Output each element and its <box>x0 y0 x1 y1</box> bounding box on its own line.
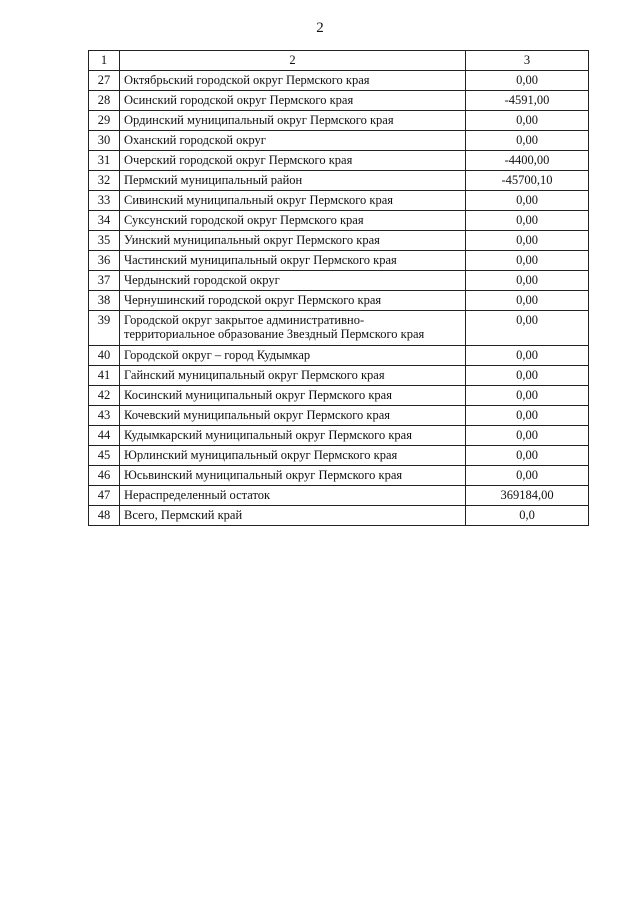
row-number: 29 <box>89 111 120 131</box>
row-name <box>120 386 466 406</box>
row-value: 0,00 <box>466 191 589 211</box>
header-row <box>89 51 589 71</box>
row-number: 30 <box>89 131 120 151</box>
table-row <box>89 151 589 171</box>
table-row <box>89 311 589 346</box>
table-row <box>89 446 589 466</box>
row-value: -4400,00 <box>466 151 589 171</box>
row-name <box>120 406 466 426</box>
row-value: 0,0 <box>466 506 589 526</box>
row-name-text: Всего, Пермский край <box>124 508 243 522</box>
row-value: 0,00 <box>466 466 589 486</box>
row-value: 0,00 <box>466 131 589 151</box>
row-number: 43 <box>89 406 120 426</box>
table-row <box>89 111 589 131</box>
row-name <box>120 231 466 251</box>
table-row <box>89 91 589 111</box>
row-number: 38 <box>89 291 120 311</box>
row-value: 0,00 <box>466 231 589 251</box>
row-name-text-line2: территориальное образование Звездный Пермского края <box>124 327 425 341</box>
row-value: 0,00 <box>466 271 589 291</box>
table-row <box>89 406 589 426</box>
row-value: 0,00 <box>466 386 589 406</box>
table-row <box>89 251 589 271</box>
table-row <box>89 506 589 526</box>
row-value: 0,00 <box>466 291 589 311</box>
row-name <box>120 211 466 231</box>
row-value: 0,00 <box>466 446 589 466</box>
row-number: 47 <box>89 486 120 506</box>
row-name-text: Ординский муниципальный округ Пермского края <box>124 113 394 127</box>
table-row <box>89 291 589 311</box>
row-name-text: Октябрьский городской округ Пермского края <box>124 73 370 87</box>
row-name <box>120 251 466 271</box>
row-name-text: Гайнский муниципальный округ Пермского края <box>124 368 385 382</box>
row-value: 0,00 <box>466 211 589 231</box>
header-col-1: 1 <box>89 51 120 71</box>
row-number: 27 <box>89 71 120 91</box>
row-name-text: Городской округ – город Кудымкар <box>124 348 311 362</box>
table-row <box>89 366 589 386</box>
row-name <box>120 131 466 151</box>
table-row <box>89 466 589 486</box>
table-row <box>89 71 589 91</box>
table-row <box>89 271 589 291</box>
row-name-text: Очерский городской округ Пермского края <box>124 153 353 167</box>
page-number: 2 <box>316 20 324 36</box>
row-name-text: Чернушинский городской округ Пермского края <box>124 293 382 307</box>
row-name <box>120 91 466 111</box>
row-name <box>120 446 466 466</box>
row-number: 40 <box>89 346 120 366</box>
row-number: 31 <box>89 151 120 171</box>
row-value: 0,00 <box>466 426 589 446</box>
row-name-text: Суксунский городской округ Пермского края <box>124 213 364 227</box>
row-name <box>120 291 466 311</box>
row-name <box>120 171 466 191</box>
table-row <box>89 171 589 191</box>
row-name-text: Косинский муниципальный округ Пермского края <box>124 388 392 402</box>
row-value: 0,00 <box>466 346 589 366</box>
row-value: 369184,00 <box>466 486 589 506</box>
row-name-text: Частинский муниципальный округ Пермского края <box>124 253 397 267</box>
table-body <box>89 71 589 526</box>
row-number: 36 <box>89 251 120 271</box>
row-name <box>120 111 466 131</box>
row-value: 0,00 <box>466 111 589 131</box>
row-name <box>120 346 466 366</box>
row-value: 0,00 <box>466 251 589 271</box>
row-value: 0,00 <box>466 406 589 426</box>
row-value: -4591,00 <box>466 91 589 111</box>
row-number: 44 <box>89 426 120 446</box>
row-value: -45700,10 <box>466 171 589 191</box>
table-row <box>89 346 589 366</box>
row-name <box>120 466 466 486</box>
row-number: 32 <box>89 171 120 191</box>
row-number: 39 <box>89 311 120 346</box>
table-row <box>89 386 589 406</box>
row-name-text: Юсьвинский муниципальный округ Пермского края <box>124 468 403 482</box>
row-name <box>120 71 466 91</box>
row-name-text: Чердынский городской округ <box>124 273 280 287</box>
table-row <box>89 231 589 251</box>
row-name-text: Кочевский муниципальный округ Пермского края <box>124 408 391 422</box>
row-name-text: Сивинский муниципальный округ Пермского края <box>124 193 394 207</box>
row-name-text: Пермский муниципальный район <box>124 173 303 187</box>
row-name <box>120 191 466 211</box>
row-name <box>120 426 466 446</box>
row-number: 46 <box>89 466 120 486</box>
row-name-text: Юрлинский муниципальный округ Пермского края <box>124 448 398 462</box>
row-name <box>120 486 466 506</box>
table-row <box>89 191 589 211</box>
row-number: 34 <box>89 211 120 231</box>
row-number: 41 <box>89 366 120 386</box>
row-name-text: Оханский городской округ <box>124 133 266 147</box>
row-name <box>120 151 466 171</box>
row-value: 0,00 <box>466 71 589 91</box>
table-header <box>89 51 589 71</box>
row-name <box>120 271 466 291</box>
row-number: 42 <box>89 386 120 406</box>
row-name-text: Нераспределенный остаток <box>124 488 271 502</box>
header-col-3: 3 <box>466 51 589 71</box>
row-name-text: Городской округ закрытое административно- <box>124 313 365 327</box>
row-number: 33 <box>89 191 120 211</box>
row-value: 0,00 <box>466 366 589 386</box>
row-name-text: Осинский городской округ Пермского края <box>124 93 354 107</box>
allocation-table <box>88 50 589 526</box>
row-name <box>120 506 466 526</box>
table-row <box>89 211 589 231</box>
row-name <box>120 366 466 386</box>
row-value: 0,00 <box>466 311 589 346</box>
table-row <box>89 131 589 151</box>
row-name-text: Кудымкарский муниципальный округ Пермского края <box>124 428 412 442</box>
row-name <box>120 311 466 346</box>
row-number: 37 <box>89 271 120 291</box>
table-row <box>89 426 589 446</box>
row-number: 48 <box>89 506 120 526</box>
row-number: 35 <box>89 231 120 251</box>
row-number: 45 <box>89 446 120 466</box>
row-name-text: Уинский муниципальный округ Пермского края <box>124 233 380 247</box>
table-row <box>89 486 589 506</box>
row-number: 28 <box>89 91 120 111</box>
header-col-2: 2 <box>120 51 466 71</box>
